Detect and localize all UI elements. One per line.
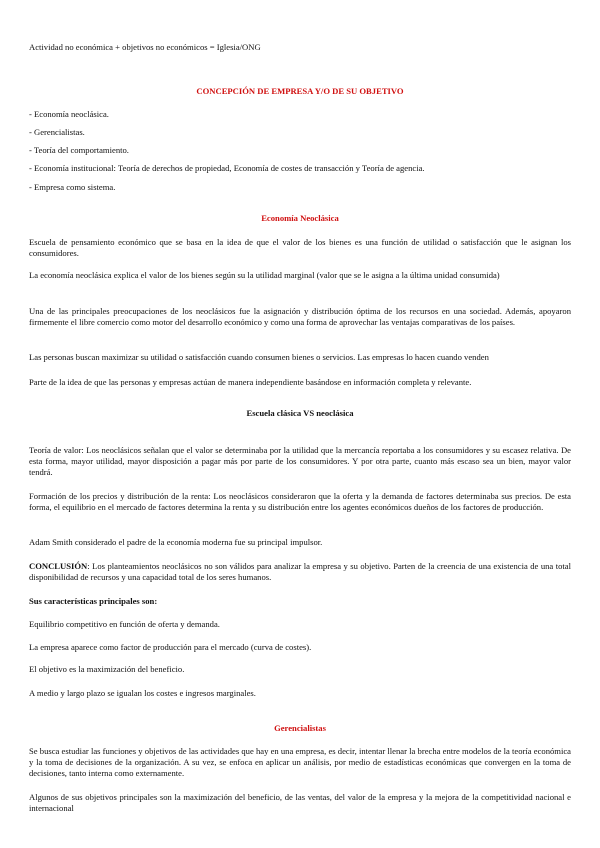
- conclusion-label: CONCLUSIÓN: [29, 561, 88, 571]
- paragraph: Escuela de pensamiento económico que se basa en la idea de que el valor de los bienes es una función de utilidad o satisfacción que le asignan los consumidores.: [29, 237, 571, 258]
- paragraph: Una de las principales preocupaciones de los neoclásicos fue la asignación y distribución óptima de los recursos en una sociedad. Además, apoyaron firmemente el libre comercio como motor del desarrollo económico y como una forma de aprovechar las ventajas comparativas de los países.: [29, 306, 571, 327]
- list-item: - Economía neoclásica.: [29, 109, 109, 119]
- conclusion-text: : Los planteamientos neoclásicos no son válidos para analizar la empresa y su objetivo. Parten de la creencia de una existencia de una total disponibilidad de recursos y una capacidad total de los seres humanos.: [29, 561, 571, 582]
- section-heading-concepcion: CONCEPCIÓN DE EMPRESA Y/O DE SU OBJETIVO: [196, 86, 404, 96]
- paragraph: Parte de la idea de que las personas y empresas actúan de manera independiente basándose en información completa y relevante.: [29, 377, 472, 387]
- paragraph: Formación de los precios y distribución de la renta: Los neoclásicos consideraron que la oferta y la demanda de factores determinaba sus precios. De esta forma, el equilibrio en el mercado de factores determina la renta y su distribución entre los agentes económicos dueños de los factores de producción.: [29, 491, 571, 512]
- paragraph: Adam Smith considerado el padre de la economía moderna fue su principal impulsor.: [29, 537, 323, 547]
- paragraph: Se busca estudiar las funciones y objetivos de las actividades que hay en una empresa, es decir, intentar llenar la brecha entre modelos de la teoría económica y la toma de decisiones de la organización. A su vez, se enfoca en aplicar un análisis, por medio de estadísticas económicas que convergen en la toma de decisiones, tanto interna como externamente.: [29, 746, 571, 778]
- list-item: A medio y largo plazo se igualan los costes e ingresos marginales.: [29, 688, 256, 698]
- paragraph: Algunos de sus objetivos principales son la maximización del beneficio, de las ventas, del valor de la empresa y la mejora de la competitividad nacional e internacional: [29, 792, 571, 813]
- section-heading-neoclasica: Economía Neoclásica: [261, 213, 339, 223]
- list-item: - Gerencialistas.: [29, 127, 85, 137]
- list-item: La empresa aparece como factor de producción para el mercado (curva de costes).: [29, 642, 312, 652]
- list-item: Equilibrio competitivo en función de oferta y demanda.: [29, 619, 220, 629]
- section-heading-clasica-vs-neoclasica: Escuela clásica VS neoclásica: [246, 408, 354, 418]
- list-item: - Empresa como sistema.: [29, 182, 116, 192]
- paragraph: Teoría de valor: Los neoclásicos señalan que el valor se determinaba por la utilidad que la mercancía reportaba a los consumidores y su escasez relativa. De esta forma, mayor utilidad, mayor disposición a pagar más por parte de los consumidores. Y por otra parte, cuanto más escaso sea un bien, mayor valor tendrá.: [29, 445, 571, 477]
- paragraph: La economía neoclásica explica el valor de los bienes según su la utilidad marginal (valor que se le asigna a la última unidad consumida): [29, 270, 500, 280]
- list-item: - Economía institucional: Teoría de derechos de propiedad, Economía de costes de transacción y Teoría de agencia.: [29, 163, 425, 173]
- list-item: - Teoría del comportamiento.: [29, 145, 129, 155]
- conclusion-paragraph: [29, 561, 571, 583]
- list-item: El objetivo es la maximización del beneficio.: [29, 664, 185, 674]
- features-heading: Sus características principales son:: [29, 596, 158, 606]
- section-heading-gerencialistas: Gerencialistas: [274, 723, 326, 733]
- intro-line: Actividad no económica + objetivos no económicos = Iglesia/ONG: [29, 42, 261, 52]
- paragraph: Las personas buscan maximizar su utilidad o satisfacción cuando consumen bienes o servicios. Las empresas lo hacen cuando venden: [29, 352, 489, 362]
